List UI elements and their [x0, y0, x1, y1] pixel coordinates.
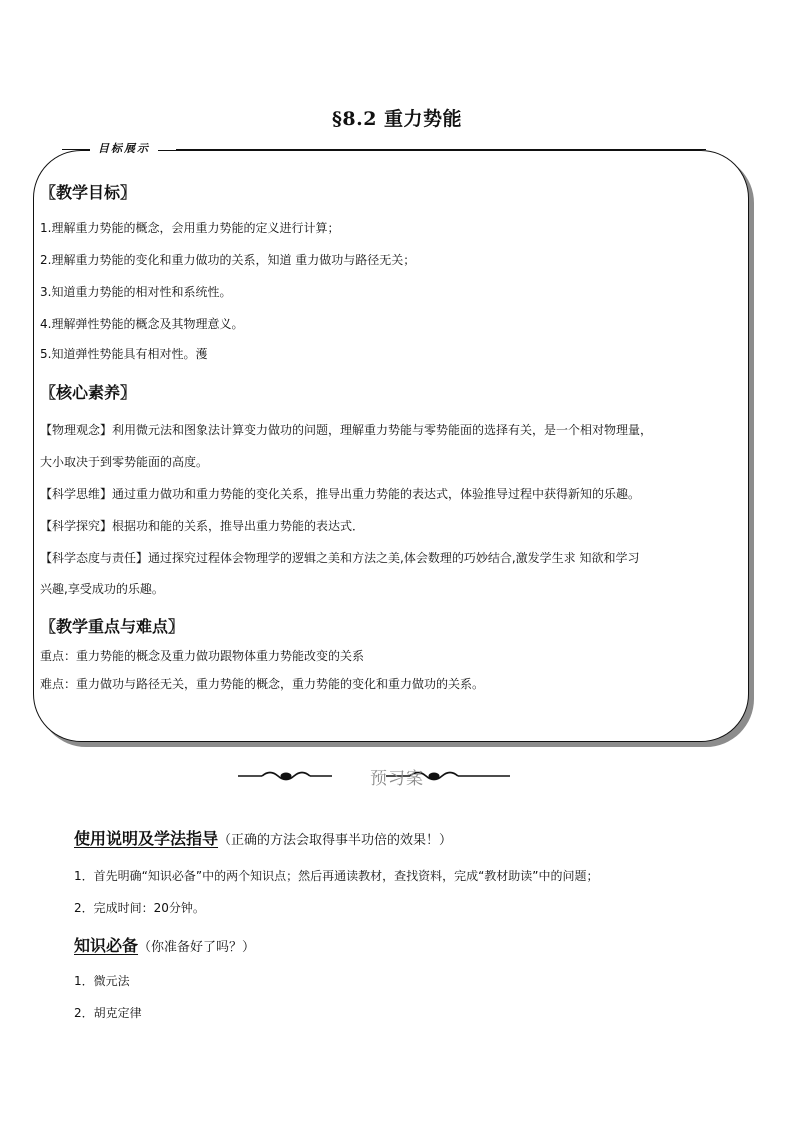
literacy-item-4-cont: 兴趣,享受成功的乐趣。	[40, 582, 164, 596]
literacy-item-1-cont: 大小取决于到零势能面的高度。	[40, 455, 209, 469]
goal-item-3: 3.知道重力势能的相对性和系统性。	[40, 285, 232, 299]
goals-heading: 〖教学目标〗	[40, 183, 137, 202]
literacy-heading: 〖核心素养〗	[40, 383, 137, 402]
literacy-tag: 【物理观念】	[40, 423, 113, 437]
usage-section-heading	[74, 826, 452, 849]
knowledge-item-2: 2．胡克定律	[74, 1006, 142, 1020]
knowledge-heading: 知识必备	[74, 936, 139, 955]
keypoint-item-2: 难点：重力做功与路径无关，重力势能的概念，重力势能的变化和重力做功的关系。	[40, 677, 485, 691]
literacy-tag: 【科学态度与责任】	[40, 551, 149, 565]
goal-item-1: 1.理解重力势能的概念，会用重力势能的定义进行计算；	[40, 221, 340, 235]
knowledge-note: （你准备好了吗？）	[138, 940, 256, 955]
literacy-tag: 【科学探究】	[40, 519, 113, 533]
literacy-text: 通过探究过程体会物理学的逻辑之美和方法之美,体会数理的巧妙结合,激发学生求 知欲和学习	[148, 551, 640, 565]
preview-title: 预习案	[370, 769, 424, 789]
usage-item-2: 2．完成时间：20分钟。	[74, 901, 205, 915]
tab-line-left	[62, 149, 90, 150]
usage-item-1: 1．首先明确“知识必备”中的两个知识点；然后再通读教材，查找资料，完成“教材助读”中的问题；	[74, 869, 599, 883]
literacy-item-3	[40, 518, 364, 534]
tab-line-right	[176, 149, 706, 150]
knowledge-item-1: 1．微元法	[74, 974, 130, 988]
literacy-item-1	[40, 422, 652, 438]
literacy-text: 利用微元法和图象法计算变力做功的问题，理解重力势能与零势能面的选择有关，是一个相对物理量，	[112, 423, 653, 437]
literacy-item-2	[40, 486, 640, 502]
goal-item-4: 4.理解弹性势能的概念及其物理意义。	[40, 317, 244, 331]
usage-heading: 使用说明及学法指导	[74, 829, 219, 848]
page-title: §8.2 重力势能	[331, 108, 463, 130]
literacy-text: 根据功和能的关系，推导出重力势能的表达式．	[112, 519, 365, 533]
goal-box-tab-label: 目标展示	[90, 140, 158, 156]
literacy-text: 通过重力做功和重力势能的变化关系，推导出重力势能的表达式，体验推导过程中获得新知的乐趣。	[112, 487, 641, 501]
literacy-item-4	[40, 550, 639, 566]
goal-item-2: 2.理解重力势能的变化和重力做功的关系，知道 重力做功与路径无关；	[40, 253, 416, 267]
literacy-tag: 【科学思维】	[40, 487, 113, 501]
keypoint-item-1: 重点：重力势能的概念及重力做功跟物体重力势能改变的关系	[40, 649, 365, 663]
keypoints-heading: 〖教学重点与难点〗	[40, 617, 185, 636]
knowledge-section-heading	[74, 933, 255, 956]
goal-item-5: 5.知道弹性势能具有相对性。濩	[40, 347, 208, 361]
usage-note: （正确的方法会取得事半功倍的效果！）	[218, 833, 453, 848]
